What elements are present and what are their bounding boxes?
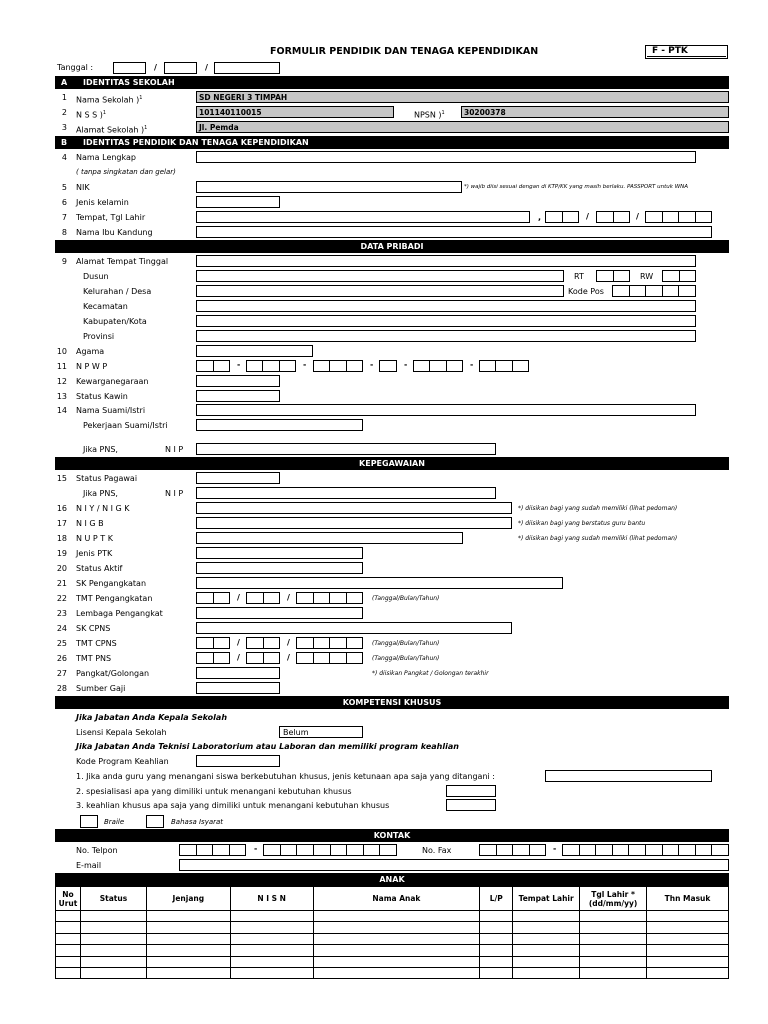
table-cell[interactable] bbox=[313, 956, 480, 967]
col-nisn: N I S N bbox=[230, 887, 313, 911]
table-cell[interactable] bbox=[580, 945, 647, 956]
row-number: 16 bbox=[56, 504, 67, 513]
row-number: 10 bbox=[56, 347, 67, 356]
table-cell[interactable] bbox=[56, 967, 81, 978]
tmt-pengangkatan-month[interactable] bbox=[246, 592, 280, 604]
table-cell[interactable] bbox=[230, 911, 313, 922]
col-jenjang: Jenjang bbox=[146, 887, 230, 911]
tmt-cpns-label: TMT CPNS bbox=[76, 639, 117, 648]
npwp-part-5[interactable] bbox=[413, 360, 463, 372]
table-cell[interactable] bbox=[313, 945, 480, 956]
email-label: E-mail bbox=[76, 861, 102, 870]
table-cell[interactable] bbox=[230, 945, 313, 956]
nuptk-label: N U P T K bbox=[76, 534, 113, 543]
anak-table bbox=[55, 886, 729, 979]
tanggal-month-input[interactable] bbox=[164, 62, 197, 74]
table-cell[interactable] bbox=[513, 945, 580, 956]
kabupaten-input[interactable] bbox=[196, 315, 696, 327]
row-number: 14 bbox=[56, 406, 67, 415]
col-status: Status bbox=[80, 887, 146, 911]
jika-pns-label: Jika PNS, bbox=[83, 445, 118, 454]
table-cell[interactable] bbox=[480, 967, 513, 978]
kodepos-label: Kode Pos bbox=[568, 287, 604, 296]
email-input[interactable] bbox=[179, 859, 729, 871]
tanggal-label: Tanggal : bbox=[57, 63, 94, 72]
kewarganegaraan-input[interactable] bbox=[196, 375, 280, 387]
data-pribadi-header: DATA PRIBADI bbox=[55, 240, 729, 253]
col-tgl-lahir: Tgl Lahir *(dd/mm/yy) bbox=[580, 887, 647, 911]
alamat-sekolah-field[interactable]: Jl. Pemda bbox=[196, 121, 729, 133]
niy-label: N I Y / N I G K bbox=[76, 504, 130, 513]
table-cell[interactable] bbox=[513, 911, 580, 922]
table-row bbox=[56, 967, 729, 978]
q3-label: 3. keahlian khusus apa saja yang dimiliki untuk menangani kebutuhan khusus bbox=[76, 801, 390, 810]
table-cell[interactable] bbox=[146, 956, 230, 967]
form-title: FORMULIR PENDIDIK DAN TENAGA KEPENDIDIKAN bbox=[270, 46, 539, 57]
sumber-gaji-input[interactable] bbox=[196, 682, 280, 694]
row-number: 2 bbox=[61, 108, 67, 117]
nip-input[interactable] bbox=[196, 487, 496, 499]
sk-cpns-input[interactable] bbox=[196, 622, 512, 634]
kepala-heading: Jika Jabatan Anda Kepala Sekolah bbox=[76, 713, 228, 722]
row-number: 19 bbox=[56, 549, 67, 558]
table-cell[interactable] bbox=[647, 933, 729, 944]
kompetensi-header: KOMPETENSI KHUSUS bbox=[55, 696, 729, 709]
row-number: 28 bbox=[56, 684, 67, 693]
tanggal-day-input[interactable] bbox=[113, 62, 146, 74]
jika-pns-label: Jika PNS, bbox=[83, 489, 118, 498]
table-cell[interactable] bbox=[580, 967, 647, 978]
npwp-label: N P W P bbox=[76, 362, 108, 371]
kode-program-label: Kode Program Keahlian bbox=[76, 757, 169, 766]
npwp-part-6[interactable] bbox=[479, 360, 529, 372]
jenis-ptk-input[interactable] bbox=[196, 547, 363, 559]
nip-suami-istri-input[interactable] bbox=[196, 443, 496, 455]
row-number: 25 bbox=[56, 639, 67, 648]
col-no-urut: No Urut bbox=[56, 887, 81, 911]
rt-label: RT bbox=[574, 272, 584, 281]
table-cell[interactable] bbox=[313, 933, 480, 944]
table-row bbox=[56, 933, 729, 944]
tgl-lahir-year[interactable] bbox=[645, 211, 712, 223]
nama-lengkap-input[interactable] bbox=[196, 151, 696, 163]
table-cell[interactable] bbox=[80, 922, 146, 933]
nik-input[interactable] bbox=[196, 181, 462, 193]
q1-input[interactable] bbox=[545, 770, 712, 782]
form-code: F - PTK bbox=[645, 45, 728, 59]
provinsi-input[interactable] bbox=[196, 330, 696, 342]
nama-note: ( tanpa singkatan dan gelar) bbox=[76, 168, 176, 176]
table-cell[interactable] bbox=[56, 945, 81, 956]
nss-label: N S S )$^1$ bbox=[76, 110, 107, 120]
date-note: (Tanggal/Bulan/Tahun) bbox=[372, 640, 440, 647]
row-number: 18 bbox=[56, 534, 67, 543]
table-cell[interactable] bbox=[480, 945, 513, 956]
tmt-cpns-day[interactable] bbox=[196, 637, 230, 649]
table-cell[interactable] bbox=[513, 956, 580, 967]
kodepos-input[interactable] bbox=[612, 285, 696, 297]
pekerjaan-input[interactable] bbox=[196, 419, 363, 431]
alamat-tinggal-input[interactable] bbox=[196, 255, 696, 267]
kelurahan-input[interactable] bbox=[196, 285, 564, 297]
row-number: 26 bbox=[56, 654, 67, 663]
section-a-header: A IDENTITAS SEKOLAH bbox=[55, 76, 729, 89]
status-kawin-label: Status Kawin bbox=[76, 392, 128, 401]
row-number: 7 bbox=[61, 213, 67, 222]
status-aktif-label: Status Aktif bbox=[76, 564, 123, 573]
npwp-part-2[interactable] bbox=[246, 360, 296, 372]
anak-header: ANAK bbox=[55, 873, 729, 886]
tmt-cpns-year[interactable] bbox=[296, 637, 363, 649]
row-number: 23 bbox=[56, 609, 67, 618]
table-cell[interactable] bbox=[647, 967, 729, 978]
lembaga-label: Lembaga Pengangkat bbox=[76, 609, 163, 618]
sk-pengangkatan-label: SK Pengangkatan bbox=[76, 579, 147, 588]
nip-label: N I P bbox=[165, 445, 184, 454]
kepegawaian-header: KEPEGAWAIAN bbox=[55, 457, 729, 470]
col-lp: L/P bbox=[480, 887, 513, 911]
rt-input[interactable] bbox=[596, 270, 630, 282]
table-cell[interactable] bbox=[80, 933, 146, 944]
table-cell[interactable] bbox=[313, 967, 480, 978]
table-row bbox=[56, 945, 729, 956]
jenis-kelamin-input[interactable] bbox=[196, 196, 280, 208]
tmt-pengangkatan-year[interactable] bbox=[296, 592, 363, 604]
lisensi-field[interactable]: Belum bbox=[279, 726, 363, 738]
pekerjaan-label: Pekerjaan Suami/Istri bbox=[83, 421, 168, 430]
agama-label: Agama bbox=[76, 347, 105, 356]
nss-field[interactable]: 101140110015 bbox=[196, 106, 394, 118]
col-nama-anak: Nama Anak bbox=[313, 887, 480, 911]
table-cell[interactable] bbox=[56, 911, 81, 922]
kecamatan-label: Kecamatan bbox=[83, 302, 128, 311]
table-cell[interactable] bbox=[647, 911, 729, 922]
braile-checkbox[interactable] bbox=[80, 815, 98, 828]
pangkat-note: *) diisikan Pangkat / Golongan terakhir bbox=[372, 670, 489, 677]
table-cell[interactable] bbox=[146, 967, 230, 978]
row-number: 24 bbox=[56, 624, 67, 633]
table-cell[interactable] bbox=[230, 922, 313, 933]
tmt-pengangkatan-label: TMT Pengangkatan bbox=[76, 594, 153, 603]
table-cell[interactable] bbox=[56, 922, 81, 933]
teknisi-heading: Jika Jabatan Anda Teknisi Laboratorium atau Laboran dan memiliki program keahlian bbox=[76, 742, 459, 751]
table-cell[interactable] bbox=[56, 956, 81, 967]
table-cell[interactable] bbox=[80, 911, 146, 922]
tanggal-year-input[interactable] bbox=[214, 62, 280, 74]
status-aktif-input[interactable] bbox=[196, 562, 363, 574]
anak-header-row bbox=[56, 887, 729, 911]
alamat-sekolah-label: Alamat Sekolah )$^1$ bbox=[76, 125, 148, 135]
rw-label: RW bbox=[640, 272, 654, 281]
row-number: 9 bbox=[61, 257, 67, 266]
fax-number-input[interactable] bbox=[562, 844, 729, 856]
row-number: 17 bbox=[56, 519, 67, 528]
table-cell[interactable] bbox=[580, 922, 647, 933]
row-number: 5 bbox=[61, 183, 67, 192]
table-row bbox=[56, 911, 729, 922]
telpon-number-input[interactable] bbox=[263, 844, 397, 856]
table-cell[interactable] bbox=[80, 956, 146, 967]
ibu-kandung-input[interactable] bbox=[196, 226, 712, 238]
lisensi-label: Lisensi Kepala Sekolah bbox=[76, 728, 167, 737]
nik-label: NIK bbox=[76, 183, 90, 192]
table-cell[interactable] bbox=[513, 967, 580, 978]
row-number: 4 bbox=[61, 153, 67, 162]
col-thn-masuk: Thn Masuk bbox=[647, 887, 729, 911]
telpon-area-input[interactable] bbox=[179, 844, 246, 856]
table-cell[interactable] bbox=[146, 922, 230, 933]
nigb-label: N I G B bbox=[76, 519, 104, 528]
table-cell[interactable] bbox=[146, 933, 230, 944]
table-cell[interactable] bbox=[647, 945, 729, 956]
isyarat-checkbox[interactable] bbox=[146, 815, 164, 828]
agama-input[interactable] bbox=[196, 345, 313, 357]
sk-cpns-label: SK CPNS bbox=[76, 624, 111, 633]
row-number: 11 bbox=[56, 362, 67, 371]
nigb-note: *) diisikan bagi yang berstatus guru bantu bbox=[518, 520, 646, 527]
pangkat-label: Pangkat/Golongan bbox=[76, 669, 150, 678]
nama-lengkap-label: Nama Lengkap bbox=[76, 153, 136, 162]
date-note: (Tanggal/Bulan/Tahun) bbox=[372, 595, 440, 602]
col-tempat-lahir: Tempat Lahir bbox=[513, 887, 580, 911]
kewarganegaraan-label: Kewarganegaraan bbox=[76, 377, 149, 386]
q2-label: 2. spesialisasi apa yang dimiliki untuk menangani kebutuhan khusus bbox=[76, 787, 352, 796]
niy-input[interactable] bbox=[196, 502, 512, 514]
table-cell[interactable] bbox=[513, 933, 580, 944]
tmt-pns-day[interactable] bbox=[196, 652, 230, 664]
nuptk-input[interactable] bbox=[196, 532, 463, 544]
tgl-lahir-day[interactable] bbox=[545, 211, 579, 223]
npwp-part-4[interactable] bbox=[379, 360, 397, 372]
table-cell[interactable] bbox=[480, 933, 513, 944]
table-cell[interactable] bbox=[647, 922, 729, 933]
table-cell[interactable] bbox=[80, 945, 146, 956]
alamat-tinggal-label: Alamat Tempat Tinggal bbox=[76, 257, 169, 266]
table-cell[interactable] bbox=[313, 922, 480, 933]
tmt-pns-label: TMT PNS bbox=[76, 654, 112, 663]
sk-pengangkatan-input[interactable] bbox=[196, 577, 563, 589]
table-cell[interactable] bbox=[80, 967, 146, 978]
status-kawin-input[interactable] bbox=[196, 390, 280, 402]
row-number: 8 bbox=[61, 228, 67, 237]
braile-label: Braile bbox=[104, 818, 125, 826]
nama-sekolah-field[interactable]: SD NEGERI 3 TIMPAH bbox=[196, 91, 729, 103]
nigb-input[interactable] bbox=[196, 517, 512, 529]
tempat-lahir-input[interactable] bbox=[196, 211, 530, 223]
tmt-cpns-month[interactable] bbox=[246, 637, 280, 649]
table-cell[interactable] bbox=[513, 922, 580, 933]
nip-label: N I P bbox=[165, 489, 184, 498]
table-cell[interactable] bbox=[313, 911, 480, 922]
tmt-pns-year[interactable] bbox=[296, 652, 363, 664]
npsn-field[interactable]: 30200378 bbox=[461, 106, 729, 118]
nuptk-note: *) diisikan bagi yang sudah memiliki (lihat pedoman) bbox=[518, 535, 678, 542]
table-cell[interactable] bbox=[480, 956, 513, 967]
row-number: 21 bbox=[56, 579, 67, 588]
pangkat-input[interactable] bbox=[196, 667, 280, 679]
rw-input[interactable] bbox=[662, 270, 696, 282]
row-number: 13 bbox=[56, 392, 67, 401]
row-number: 22 bbox=[56, 594, 67, 603]
jenis-kelamin-label: Jenis kelamin bbox=[76, 198, 129, 207]
row-number: 1 bbox=[61, 93, 67, 102]
isyarat-label: Bahasa Isyarat bbox=[171, 818, 224, 826]
row-number: 6 bbox=[61, 198, 67, 207]
nama-sekolah-label: Nama Sekolah )$^1$ bbox=[76, 95, 143, 105]
table-cell[interactable] bbox=[146, 911, 230, 922]
kabupaten-label: Kabupaten/Kota bbox=[83, 317, 147, 326]
row-number: 20 bbox=[56, 564, 67, 573]
sumber-gaji-label: Sumber Gaji bbox=[76, 684, 126, 693]
npwp-part-1[interactable] bbox=[196, 360, 230, 372]
fax-area-input[interactable] bbox=[479, 844, 546, 856]
table-row bbox=[56, 922, 729, 933]
provinsi-label: Provinsi bbox=[83, 332, 115, 341]
npsn-label: NPSN )$^1$ bbox=[414, 110, 445, 120]
suami-istri-label: Nama Suami/Istri bbox=[76, 406, 146, 415]
niy-note: *) diisikan bagi yang sudah memiliki (lihat pedoman) bbox=[518, 505, 678, 512]
status-pegawai-label: Status Pagawai bbox=[76, 474, 138, 483]
kecamatan-input[interactable] bbox=[196, 300, 696, 312]
ttl-label: Tempat, Tgl Lahir bbox=[76, 213, 146, 222]
tmt-pengangkatan-day[interactable] bbox=[196, 592, 230, 604]
row-number: 27 bbox=[56, 669, 67, 678]
table-cell[interactable] bbox=[230, 967, 313, 978]
lembaga-input[interactable] bbox=[196, 607, 363, 619]
fax-label: No. Fax bbox=[422, 846, 452, 855]
suami-istri-input[interactable] bbox=[196, 404, 696, 416]
nik-note: *) wajib diisi sesuai dengan di KTP/KK yang masih berlaku. PASSPORT untuk WNA bbox=[464, 184, 689, 190]
row-number: 3 bbox=[61, 123, 67, 132]
table-cell[interactable] bbox=[56, 933, 81, 944]
tgl-lahir-month[interactable] bbox=[596, 211, 630, 223]
table-cell[interactable] bbox=[580, 933, 647, 944]
status-pegawai-input[interactable] bbox=[196, 472, 280, 484]
table-cell[interactable] bbox=[230, 933, 313, 944]
table-cell[interactable] bbox=[480, 911, 513, 922]
npwp-part-3[interactable] bbox=[313, 360, 363, 372]
date-note: (Tanggal/Bulan/Tahun) bbox=[372, 655, 440, 662]
row-number: 12 bbox=[56, 377, 67, 386]
dusun-label: Dusun bbox=[83, 272, 109, 281]
ibu-kandung-label: Nama Ibu Kandung bbox=[76, 228, 153, 237]
q3-input[interactable] bbox=[446, 799, 496, 811]
table-cell[interactable] bbox=[647, 956, 729, 967]
table-cell[interactable] bbox=[146, 945, 230, 956]
telpon-label: No. Telpon bbox=[76, 846, 118, 855]
kode-program-input[interactable] bbox=[196, 755, 280, 767]
dusun-input[interactable] bbox=[196, 270, 564, 282]
q1-label: 1. Jika anda guru yang menangani siswa berkebutuhan khusus, jenis ketunaan apa saja yang ditangani : bbox=[76, 772, 495, 781]
table-cell[interactable] bbox=[230, 956, 313, 967]
table-cell[interactable] bbox=[580, 956, 647, 967]
row-number: 15 bbox=[56, 474, 67, 483]
jenis-ptk-label: Jenis PTK bbox=[76, 549, 113, 558]
kontak-header: KONTAK bbox=[55, 829, 729, 842]
q2-input[interactable] bbox=[446, 785, 496, 797]
table-row bbox=[56, 956, 729, 967]
section-b-header: B IDENTITAS PENDIDIK DAN TENAGA KEPENDIDIKAN bbox=[55, 136, 729, 149]
tmt-pns-month[interactable] bbox=[246, 652, 280, 664]
table-cell[interactable] bbox=[480, 922, 513, 933]
table-cell[interactable] bbox=[580, 911, 647, 922]
kelurahan-label: Kelurahan / Desa bbox=[83, 287, 152, 296]
